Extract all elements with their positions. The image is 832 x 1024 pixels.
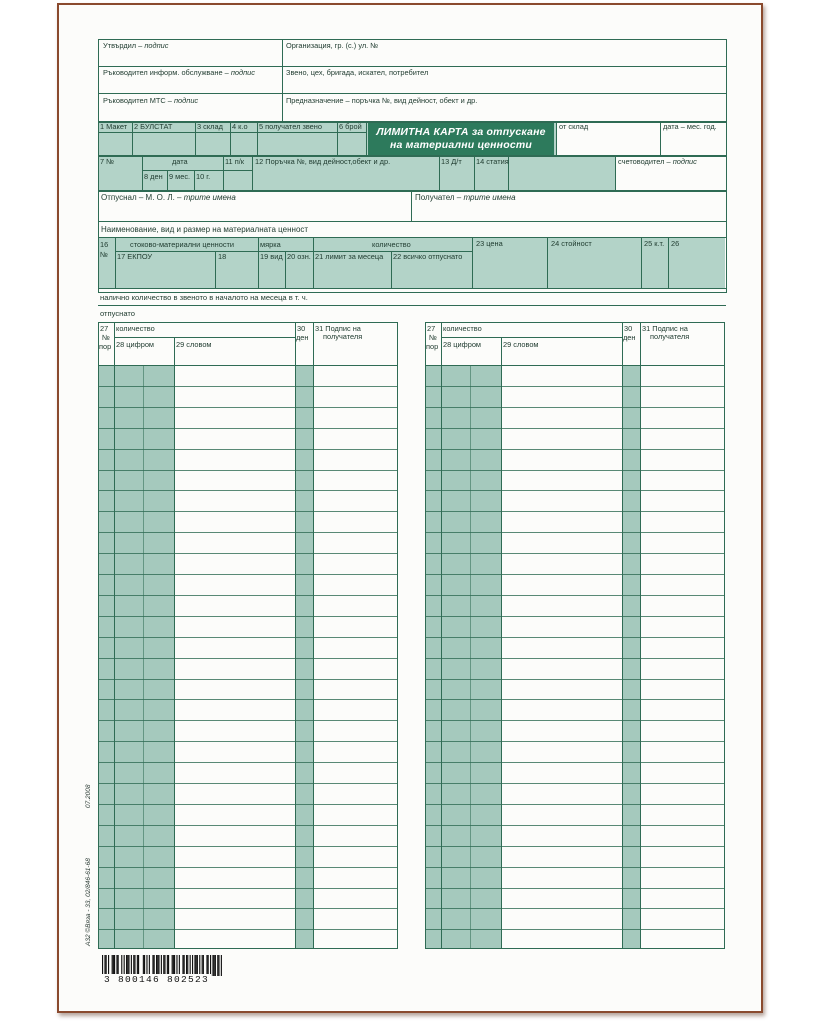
field-12-label: 12 Поръчка №, вид дейност,обект и др. <box>255 157 391 166</box>
table-row <box>98 595 398 596</box>
col-30-label-right: 30 <box>624 324 633 333</box>
table-row <box>98 386 398 387</box>
table-row <box>98 449 398 450</box>
table-row <box>98 908 398 909</box>
released-label: отпуснато <box>100 309 136 318</box>
field-20-label: 20 озн. <box>287 252 311 261</box>
field-2-label: 2 БУЛСТАТ <box>134 122 173 131</box>
field-9-label: 9 мес. <box>169 172 191 181</box>
field-23-label: 23 цена <box>476 239 503 248</box>
table-row <box>98 762 398 763</box>
table-row <box>425 867 725 868</box>
col-29-label-right: 29 словом <box>503 340 539 349</box>
field-5-label: 5 получател звено <box>259 122 322 131</box>
table-row <box>98 825 398 826</box>
field-4-label: 4 к.о <box>232 122 248 131</box>
table-row <box>98 720 398 721</box>
table-row <box>98 846 398 847</box>
field-16-label: 16 <box>100 240 109 249</box>
it-manager-label: Ръководител информ. обслужване – подпис <box>103 68 255 77</box>
field-13-label: 13 Д/т <box>441 157 462 166</box>
released-by-label: Отпуснал – М. О. Л. – трите имена <box>101 193 236 202</box>
table-row <box>425 888 725 889</box>
table-row <box>98 679 398 680</box>
table-row <box>425 825 725 826</box>
organization-label: Организация, гр. (с.) ул. № <box>286 41 379 50</box>
field-10-label: 10 г. <box>196 172 211 181</box>
table-row <box>425 804 725 805</box>
table-row <box>98 490 398 491</box>
field-25-label: 25 к.т. <box>644 239 665 248</box>
col-31-label-right: 31 Подпис на <box>642 324 688 333</box>
col-27-label-left: 27 <box>100 324 109 333</box>
col-27-por-left: пор <box>99 342 112 351</box>
table-row <box>425 762 725 763</box>
table-row <box>425 553 725 554</box>
table-row <box>425 449 725 450</box>
col-28-label-left: 28 цифром <box>116 340 155 349</box>
table-row <box>98 804 398 805</box>
field-22-label: 22 всичко отпуснато <box>393 252 463 261</box>
field-14-label: 14 статия <box>476 157 509 166</box>
quantity-label: количество <box>372 240 411 249</box>
form-title-line2: на материални ценности <box>389 139 533 151</box>
field-7-label: 7 № <box>100 157 115 166</box>
field-16-no: № <box>100 250 108 259</box>
from-warehouse-label: от склад <box>559 122 589 131</box>
table-row <box>425 679 725 680</box>
table-row <box>98 532 398 533</box>
table-row <box>425 616 725 617</box>
table-row <box>425 658 725 659</box>
barcode-number: 3 800146 802523 <box>104 974 210 985</box>
field-1-label: 1 Макет <box>100 122 128 131</box>
col-27-label-right: 27 <box>427 324 436 333</box>
form-title <box>368 123 554 155</box>
date-month-year-label: дата – мес. год. <box>663 122 717 131</box>
table-row <box>98 637 398 638</box>
table-row <box>98 511 398 512</box>
table-row <box>425 720 725 721</box>
goods-label: стоково-материални ценности <box>130 240 235 249</box>
table-row <box>98 470 398 471</box>
field-6-label: 6 брой <box>339 122 362 131</box>
table-row <box>425 783 725 784</box>
unit-label: Звено, цех, бригада, искател, потребител <box>286 68 429 77</box>
table-row <box>425 386 725 387</box>
table-row <box>425 846 725 847</box>
col-31-recipient-right: получателя <box>650 332 690 341</box>
col-qty-label-right: количество <box>443 324 482 333</box>
table-row <box>425 428 725 429</box>
table-row <box>98 658 398 659</box>
col-31-recipient-left: получателя <box>323 332 363 341</box>
barcode-icon <box>102 955 222 976</box>
field-19-label: 19 вид <box>260 252 283 261</box>
received-by-label: Получател – трите имена <box>415 193 516 202</box>
table-row <box>425 637 725 638</box>
table-row <box>425 574 725 575</box>
col-27-por-right: пор <box>426 342 439 351</box>
table-row <box>425 407 725 408</box>
col-qty-label-left: количество <box>116 324 155 333</box>
available-qty-label: налично количество в звеното в началото на месеца в т. ч. <box>100 293 308 302</box>
unit-measure-label: мярка <box>260 240 281 249</box>
date-label: дата <box>172 157 188 166</box>
table-row <box>98 553 398 554</box>
col-27-no-right: № <box>429 333 437 342</box>
table-row <box>98 407 398 408</box>
col-27-no-left: № <box>102 333 110 342</box>
table-row <box>425 532 725 533</box>
table-row <box>98 783 398 784</box>
col-28-label-right: 28 цифром <box>443 340 482 349</box>
col-29-label-left: 29 словом <box>176 340 212 349</box>
table-row <box>425 908 725 909</box>
table-row <box>425 470 725 471</box>
table-row <box>98 428 398 429</box>
table-row <box>98 888 398 889</box>
field-21-label: 21 лимит за месеца <box>315 252 384 261</box>
table-row <box>98 616 398 617</box>
mts-manager-label: Ръководител МТС – подпис <box>103 96 199 105</box>
col-30-day-left: ден <box>296 333 309 342</box>
field-3-label: 3 склад <box>197 122 223 131</box>
col-31-label-left: 31 Подпис на <box>315 324 361 333</box>
table-row <box>425 595 725 596</box>
col-30-day-right: ден <box>623 333 636 342</box>
form-title-line1: ЛИМИТНА КАРТА за отпускане <box>376 126 546 138</box>
catalog-code: А32 ©Вяза - 33, 02/846-61-68 <box>85 858 92 946</box>
field-18-label: 18 <box>218 252 227 261</box>
table-row <box>425 741 725 742</box>
table-row <box>98 699 398 700</box>
table-row <box>98 929 398 930</box>
table-row <box>98 741 398 742</box>
field-8-label: 8 ден <box>144 172 163 181</box>
field-26-label: 26 <box>671 239 680 248</box>
table-row <box>425 490 725 491</box>
table-row <box>98 574 398 575</box>
table-row <box>425 699 725 700</box>
table-row <box>425 511 725 512</box>
field-17-label: 17 ЕКПОУ <box>117 252 153 261</box>
table-row <box>98 867 398 868</box>
material-name-label: Наименование, вид и размер на материалната ценност <box>101 225 309 234</box>
accountant-label: счетоводител – подпис <box>618 157 697 166</box>
table-row <box>425 929 725 930</box>
col-30-label-left: 30 <box>297 324 306 333</box>
field-11-label: 11 п/к <box>225 157 245 166</box>
purpose-label: Предназначение – поръчка №, вид дейност, обект и др. <box>286 96 478 105</box>
year-code: 07.2008 <box>85 784 92 808</box>
field-24-label: 24 стойност <box>551 239 592 248</box>
approved-label: Утвърдил – подпис <box>103 41 169 50</box>
